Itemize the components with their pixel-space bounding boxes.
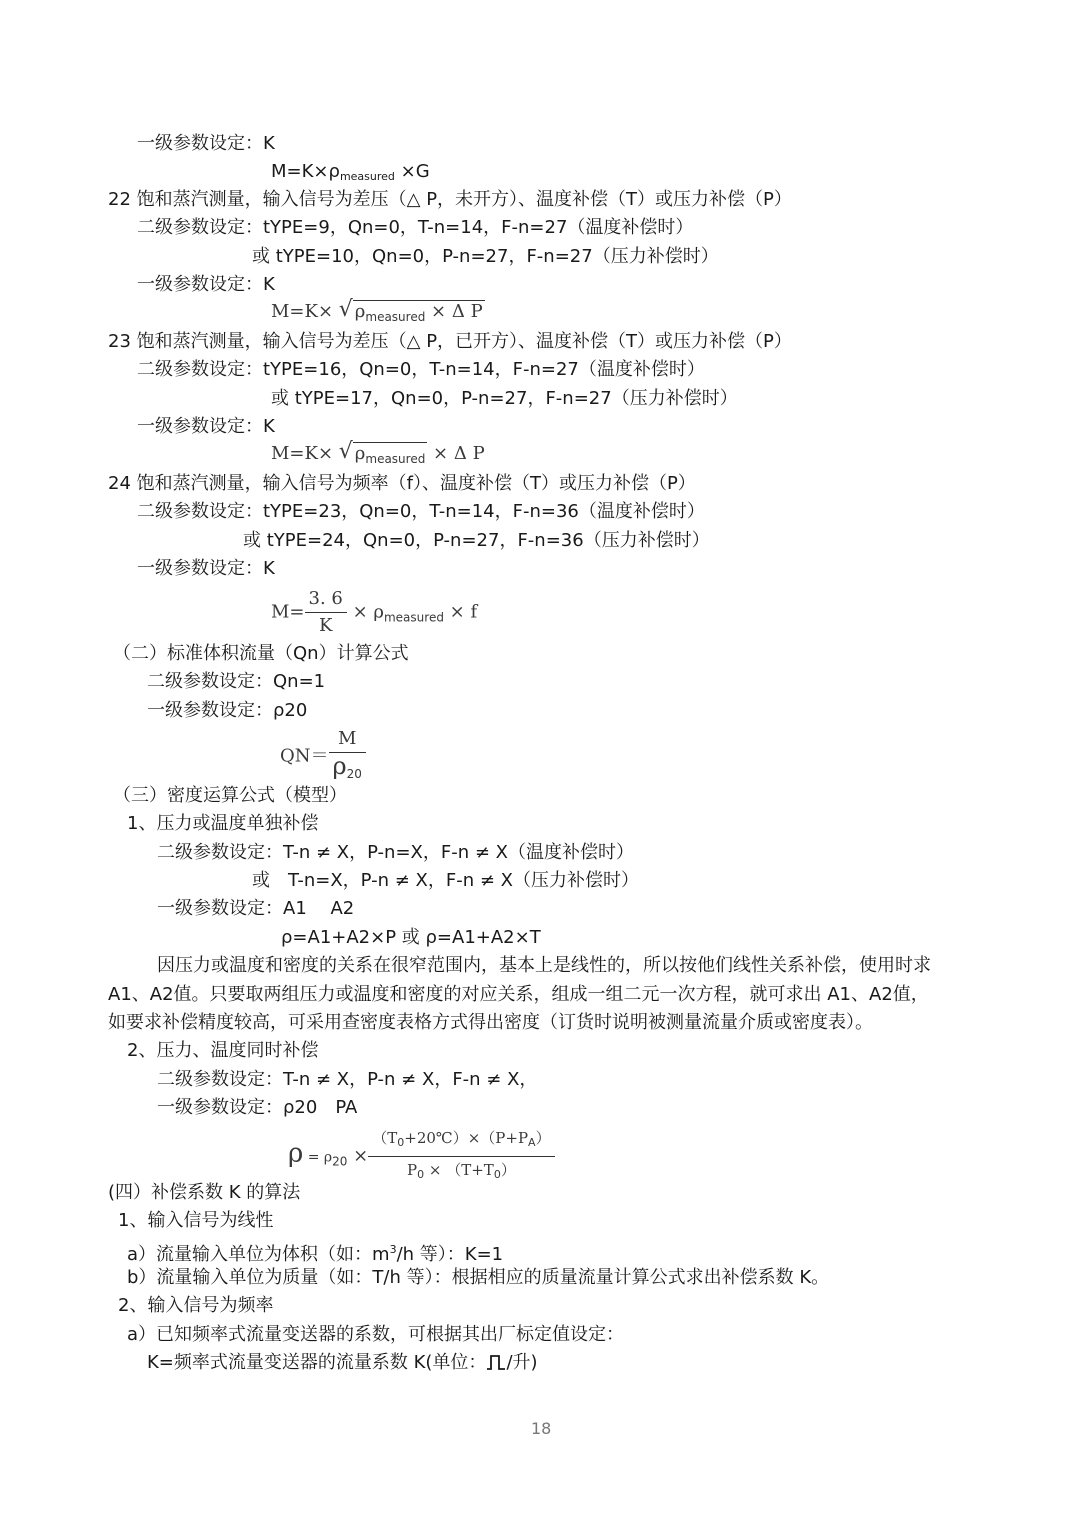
section-23-level2-a: 二级参数设定：tYPE=16，Qn=0，T-n=14，F-n=27（温度补偿时） <box>137 359 705 380</box>
section-22-level1: 一级参数设定：K <box>137 274 275 295</box>
section-24-level1: 一级参数设定：K <box>137 558 275 579</box>
section-24-title: 24 饱和蒸汽测量，输入信号为频率（f）、温度补偿（T）或压力补偿（P） <box>108 473 696 494</box>
section-23-level2-b: 或 tYPE=17，Qn=0，P-n=27，F-n=27（压力补偿时） <box>271 388 738 409</box>
section-4-title: (四）补偿系数 K 的算法 <box>108 1182 301 1203</box>
section-22-formula: M=K× √ $\rho_{measured} \times \Delta$ P <box>271 300 485 328</box>
section-3-2-title: 2、压力、温度同时补偿 <box>127 1040 319 1061</box>
section-3-1-formula: ρ=A1+A2×P 或 ρ=A1+A2×T <box>281 927 541 948</box>
section-23-level1: 一级参数设定：K <box>137 416 275 437</box>
level1-param-line: 一级参数设定：K <box>137 133 275 154</box>
section-3-2-level2: 二级参数设定：T-n ≠ X，P-n ≠ X，F-n ≠ X， <box>157 1069 538 1090</box>
section-4-1-b: b）流量输入单位为质量（如：T/h 等）：根据相应的质量流量计算公式求出补偿系数 K。 <box>127 1267 830 1288</box>
section-22-title: 22 饱和蒸汽测量，输入信号为差压（△ P，未开方）、温度补偿（T）或压力补偿（P） <box>108 189 792 210</box>
section-3-2-level1: 一级参数设定：ρ20 PA <box>157 1097 358 1118</box>
section-3-paragraph-line2: A1、A2值。只要取两组压力或温度和密度的对应关系，组成一组二元一次方程，就可求出 A1、A2值， <box>108 984 929 1005</box>
section-4-1-a: a）流量输入单位为体积（如：$m^3/h$ 等）：K=1 <box>127 1243 504 1265</box>
section-4-2-a: a）已知频率式流量变送器的系数，可根据其出厂标定值设定： <box>127 1324 625 1345</box>
section-3-1-level1: 一级参数设定：A1 A2 <box>157 898 355 919</box>
section-3-paragraph-line1: 因压力或温度和密度的关系在很窄范围内，基本上是线性的，所以按他们线性关系补偿，使用时求 <box>157 955 931 976</box>
section-3-1-level2-b: 或 T-n=X，P-n ≠ X，F-n ≠ X（压力补偿时） <box>252 870 639 891</box>
section-22-level2-b: 或 tYPE=10，Qn=0，P-n=27，F-n=27（压力补偿时） <box>252 246 719 267</box>
section-4-2-title: 2、输入信号为频率 <box>118 1295 274 1316</box>
section-2-level2: 二级参数设定：Qn=1 <box>147 671 326 692</box>
section-2-formula: QN＝ $\frac{M}{\rho_{20}}$ <box>280 726 366 787</box>
section-3-1-level2-a: 二级参数设定：T-n ≠ X，P-n=X，F-n ≠ X（温度补偿时） <box>157 842 634 863</box>
section-22-level2-a: 二级参数设定：tYPE=9，Qn=0，T-n=14，F-n=27（温度补偿时） <box>137 217 694 238</box>
section-2-level1: 一级参数设定：ρ20 <box>147 700 308 721</box>
section-24-formula: M= $\frac{3. 6}{K}$ × $\rho_{measured} \times f$ <box>271 588 478 636</box>
sqrt-symbol: √ $\rho_{measured}$ <box>339 442 428 470</box>
pulse-icon <box>486 1354 506 1370</box>
section-23-formula: M=K× √ $\rho_{measured} \times \Delta$ P <box>271 442 485 470</box>
section-3-2-formula: $\rho = \rho_{20}$ × $\frac{(T_0+20℃)\times(P+P_A)}{P_0 \times (T+T_0)}$ <box>288 1125 555 1190</box>
section-24-level2-b: 或 tYPE=24，Qn=0，P-n=27，F-n=36（压力补偿时） <box>243 530 710 551</box>
section-24-level2-a: 二级参数设定：tYPE=23，Qn=0，T-n=14，F-n=36（温度补偿时） <box>137 501 705 522</box>
page-number: 18 <box>531 1419 552 1438</box>
section-4-2-a-k: K=频率式流量变送器的流量系数 K(单位： /升) <box>147 1352 538 1373</box>
section-3-1-title: 1、压力或温度单独补偿 <box>127 813 319 834</box>
section-23-title: 23 饱和蒸汽测量，输入信号为差压（△ P，已开方）、温度补偿（T）或压力补偿（P） <box>108 331 792 352</box>
section-2-title: （二）标准体积流量（Qn）计算公式 <box>113 643 409 664</box>
section-3-paragraph-line3: 如要求补偿精度较高，可采用查密度表格方式得出密度（订货时说明被测量流量介质或密度表）。 <box>108 1012 873 1033</box>
section-4-1-title: 1、输入信号为线性 <box>118 1210 274 1231</box>
section-3-title: （三）密度运算公式（模型） <box>113 785 347 806</box>
sqrt-symbol: √ $\rho_{measured} \times \Delta$ P <box>339 300 485 328</box>
formula-mass-g: $M=K\times\rho_{measured} \times G$ <box>271 161 430 183</box>
